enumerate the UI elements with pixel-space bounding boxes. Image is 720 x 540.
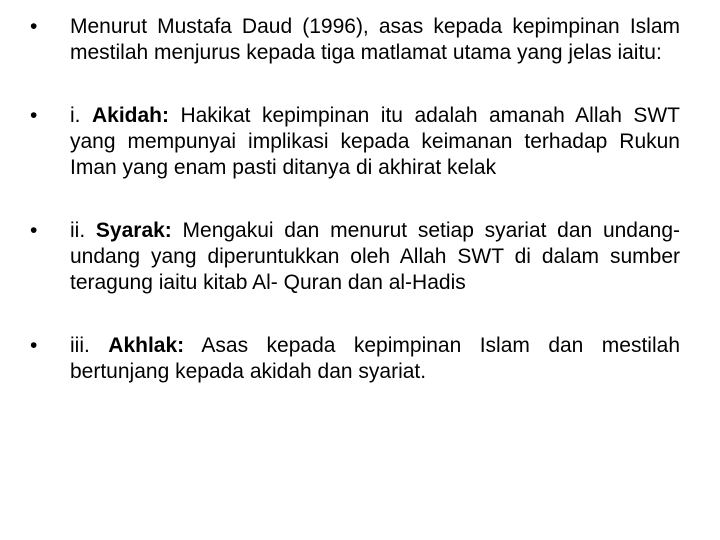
bullet-item-syarak — [30, 218, 680, 296]
bullet-icon: • — [30, 219, 38, 242]
bullet-term: Akidah: — [91, 104, 169, 127]
bullet-item-akidah — [30, 103, 680, 181]
bullet-term: Akhlak: — [108, 334, 185, 357]
bullet-icon: • — [30, 104, 38, 127]
bullet-icon: • — [30, 334, 38, 357]
bullet-prefix: i. — [70, 104, 92, 127]
bullet-term: Syarak: — [95, 219, 172, 242]
bullet-text: Asas kepada kepimpinan Islam dan mestilah bertunjang kepada akidah dan syariat. — [70, 334, 680, 383]
bullet-text: Menurut Mustafa Daud (1996), asas kepada kepimpinan Islam mestilah menjurus kepada tiga matlamat utama yang jelas iaitu: — [70, 15, 680, 64]
bullet-prefix: ii. — [70, 219, 96, 242]
bullet-icon: • — [30, 15, 38, 38]
bullet-prefix: iii. — [70, 334, 109, 357]
bullet-text: Mengakui dan menurut setiap syariat dan undang-undang yang diperuntukkan oleh Allah SWT di dalam sumber teragung iaitu kitab Al- Quran dan al-Hadis — [70, 219, 681, 294]
bullet-item-intro — [30, 14, 680, 66]
bullet-item-akhlak — [30, 333, 680, 385]
bullet-text: Hakikat kepimpinan itu adalah amanah Allah SWT yang mempunyai implikasi kepada keimanan terhadap Rukun Iman yang enam pasti ditanya di akhirat kelak — [70, 104, 680, 179]
bullet-list — [30, 14, 680, 385]
